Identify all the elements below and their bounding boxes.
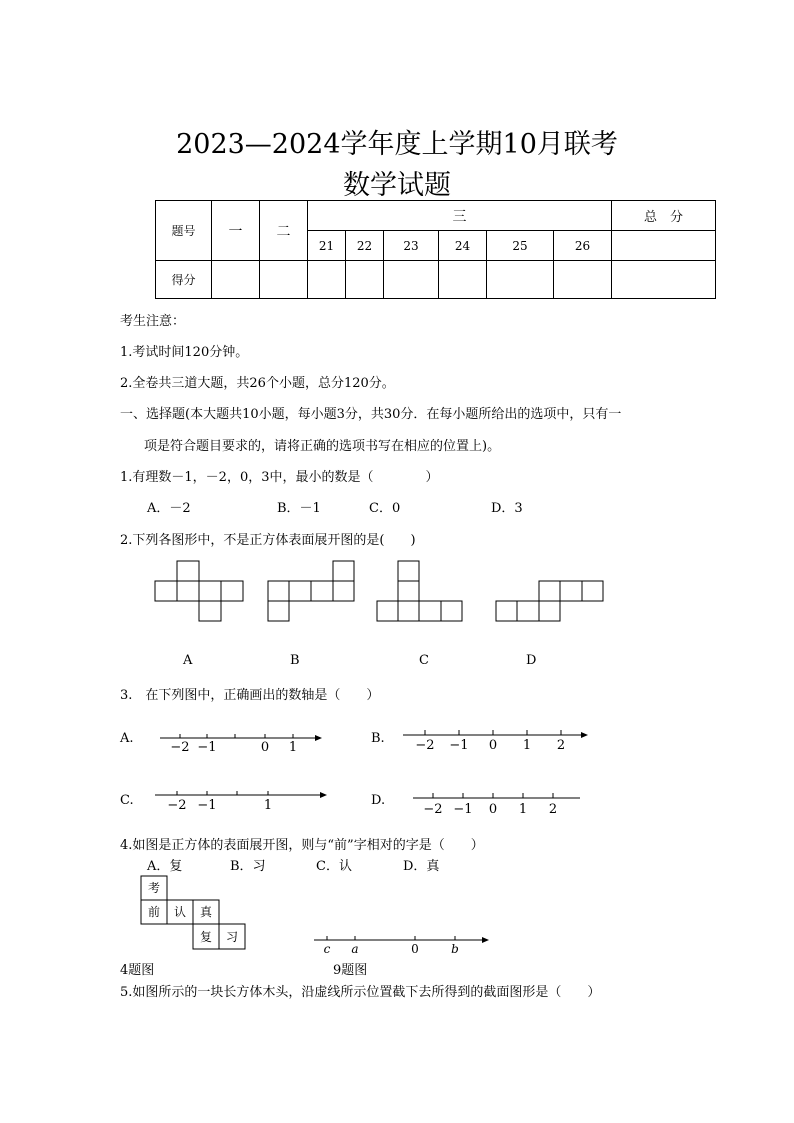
cube-net-label-a: A [183, 653, 193, 668]
net-char: 复 [199, 930, 213, 944]
question-3-option-b-label: B. [371, 731, 385, 746]
axis-a-tick-label: 1 [288, 740, 298, 754]
sub-question-24: 24 [439, 231, 487, 261]
question-1-option-b: B．－1 [277, 501, 321, 516]
fig9-label: 0 [411, 942, 419, 956]
figure-4-caption: 4题图 [120, 963, 155, 978]
net-char: 习 [225, 930, 239, 944]
number-line-c [150, 785, 335, 813]
total-score-header: 总 分 [612, 201, 716, 231]
score-cell [612, 261, 716, 299]
axis-d-tick-label: −2 [423, 802, 443, 817]
axis-a-tick-label: −2 [170, 740, 190, 754]
exam-title: 2023—2024学年度上学期10月联考 [176, 129, 618, 160]
cube-net-a [155, 561, 243, 621]
question-3-option-a-label: A. [120, 731, 134, 746]
axis-d-tick-label: 2 [548, 802, 558, 817]
score-row-header: 得分 [156, 261, 212, 299]
figure-9-caption: 9题图 [333, 963, 368, 978]
net-char: 考 [147, 881, 161, 895]
score-cell [554, 261, 612, 299]
question-1-stem: 1.有理数－1，－2，0，3中，最小的数是（ ） [120, 470, 439, 485]
question-4-stem: 4.如图是正方体的表面展开图，则与“前”字相对的字是（ ） [120, 838, 484, 853]
fig9-label: a [351, 942, 359, 956]
net-char: 真 [199, 905, 213, 919]
section-1-intro-line-1: 一、选择题(本大题共10小题，每小题3分，共30分．在每小题所给出的选项中，只有一 [120, 407, 622, 422]
section-1-header: 一 [212, 201, 260, 261]
cube-net-label-d: D [526, 653, 537, 668]
cube-nets-figure [150, 558, 620, 628]
axis-d-tick-label: 1 [518, 802, 528, 817]
note-item-1: 1.考试时间120分钟。 [120, 345, 249, 360]
axis-d-tick-label: −1 [453, 802, 473, 817]
question-3-stem: 3. 在下列图中，正确画出的数轴是（ ） [120, 688, 380, 703]
cube-net-label-b: B [290, 653, 300, 668]
score-table [155, 200, 716, 299]
axis-b-tick-label: −2 [415, 738, 435, 753]
question-3-option-c-label: C. [120, 793, 134, 808]
sub-question-22: 22 [346, 231, 384, 261]
score-cell [260, 261, 308, 299]
axis-b-tick-label: 2 [556, 738, 566, 753]
sub-question-25: 25 [487, 231, 554, 261]
cube-net-label-c: C [419, 653, 429, 668]
net-char: 前 [147, 905, 161, 919]
cube-net-d [496, 581, 603, 621]
axis-c-tick-label: −2 [167, 798, 187, 813]
exam-subtitle: 数学试题 [343, 170, 451, 201]
fig9-label: b [451, 942, 459, 956]
score-cell [308, 261, 346, 299]
question-1-option-c: C．0 [369, 501, 401, 516]
axis-b-tick-label: 1 [522, 738, 532, 753]
question-1-option-a: A．－2 [147, 501, 191, 516]
question-number-header: 题号 [156, 201, 212, 261]
question-1-option-d: D．3 [491, 501, 523, 516]
section-1-intro-line-2: 项是符合题目要求的，请将正确的选项书写在相应的位置上)。 [144, 439, 501, 454]
axis-a-tick-label: 0 [260, 740, 270, 754]
cube-net-c [377, 561, 462, 621]
question-4-option-a: A．复 [147, 859, 183, 874]
notes-heading: 考生注意： [120, 314, 186, 329]
question-4-option-b: B．习 [230, 859, 266, 874]
section-2-header: 二 [260, 201, 308, 261]
score-cell [346, 261, 384, 299]
axis-a-tick-label: −1 [197, 740, 217, 754]
axis-c-tick-label: −1 [197, 798, 217, 813]
score-cell [384, 261, 439, 299]
score-cell [212, 261, 260, 299]
question-5-stem: 5.如图所示的一块长方体木头，沿虚线所示位置截下去所得到的截面图形是（ ） [120, 985, 601, 1000]
number-line-d [410, 786, 590, 818]
figure-9-number-line [312, 928, 492, 958]
question-4-option-d: D．真 [403, 859, 440, 874]
net-char: 认 [173, 905, 187, 919]
question-3-option-d-label: D. [371, 793, 386, 808]
sub-question-23: 23 [384, 231, 439, 261]
cube-net-b [268, 561, 354, 621]
axis-d-tick-label: 0 [488, 802, 498, 817]
question-4-option-c: C．认 [316, 859, 352, 874]
total-score-blank [612, 231, 716, 261]
axis-b-tick-label: −1 [449, 738, 469, 753]
question-4-cube-net [140, 875, 250, 955]
fig9-label: c [323, 942, 331, 956]
score-cell [487, 261, 554, 299]
axis-c-tick-label: 1 [263, 798, 273, 813]
sub-question-26: 26 [554, 231, 612, 261]
question-2-stem: 2.下列各图形中，不是正方体表面展开图的是( ) [120, 533, 416, 548]
number-line-a [155, 728, 330, 754]
section-3-header: 三 [308, 201, 612, 231]
axis-b-tick-label: 0 [488, 738, 498, 753]
note-item-2: 2.全卷共三道大题，共26个小题，总分120分。 [120, 376, 395, 391]
sub-question-21: 21 [308, 231, 346, 261]
score-cell [439, 261, 487, 299]
number-line-b [398, 725, 598, 753]
